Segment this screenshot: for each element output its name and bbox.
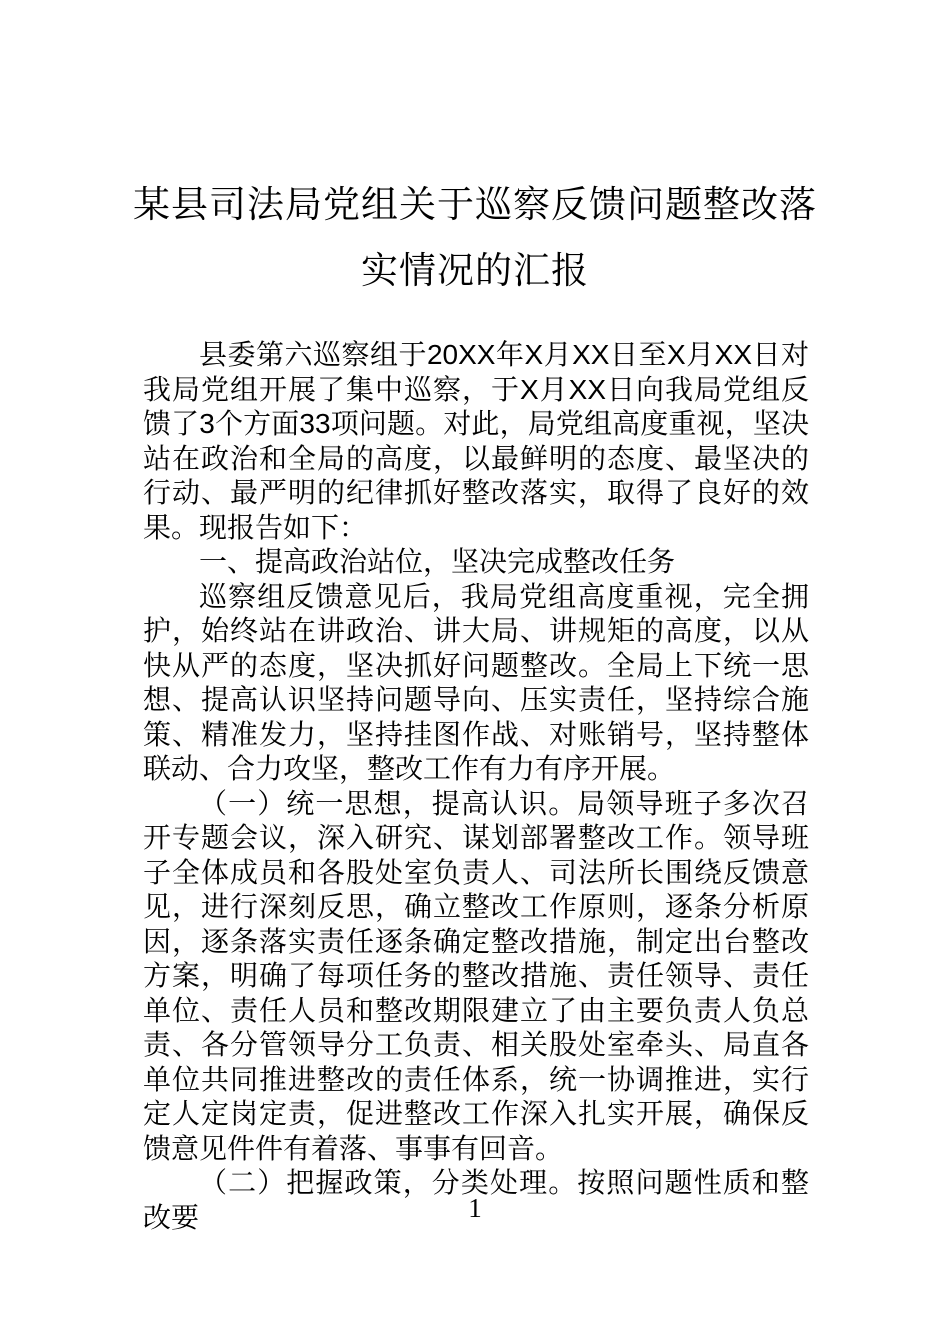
title-line-1: 某县司法局党组关于巡察反馈问题整改落: [133, 184, 817, 225]
paragraph-subsection-2: （二）把握政策，分类处理。按照问题性质和整改要: [143, 1167, 809, 1233]
page-number: 1: [468, 1193, 482, 1223]
document-body: [143, 338, 809, 1235]
paragraph-subsection-1: （一）统一思想，提高认识。局领导班子多次召开专题会议，深入研究、谋划部署整改工作。领导班子全体成员和各股处室负责人、司法所长围绕反馈意见，进行深刻反思，确立整改工作原则，逐条分析原因，逐条落实责任逐条确定整改措施，制定出台整改方案，明确了每项任务的整改措施、责任领导、责任单位、责任人员和整改期限建立了由主要负责人负总责、各分管领导分工负责、相关股处室牵头、局直各单位共同推进整改的责任体系，统一协调推进，实行定人定岗定责，促进整改工作深入扎实开展，确保反馈意见件件有着落、事事有回音。: [143, 787, 809, 1164]
title-line-2: 实情况的汇报: [361, 250, 589, 291]
document-title: [0, 0, 950, 304]
paragraph-intro: 县委第六巡察组于20XX年X月XX日至X月XX日对我局党组开展了集中巡察，于X月XX日向我局党组反馈了3个方面33项问题。对此，局党组高度重视，坚决站在政治和全局的高度，以最鲜明的态度、最坚决的行动、最严明的纪律抓好整改落实，取得了良好的效果。现报告如下：: [143, 339, 809, 543]
paragraph-section1-overview: 巡察组反馈意见后，我局党组高度重视，完全拥护，始终站在讲政治、讲大局、讲规矩的高度，以从快从严的态度，坚决抓好问题整改。全局上下统一思想、提高认识坚持问题导向、压实责任，坚持综合施策、精准发力，坚持挂图作战、对账销号，坚持整体联动、合力攻坚，整改工作有力有序开展。: [143, 580, 809, 784]
section-heading-1: 一、提高政治站位，坚决完成整改任务: [199, 546, 676, 577]
